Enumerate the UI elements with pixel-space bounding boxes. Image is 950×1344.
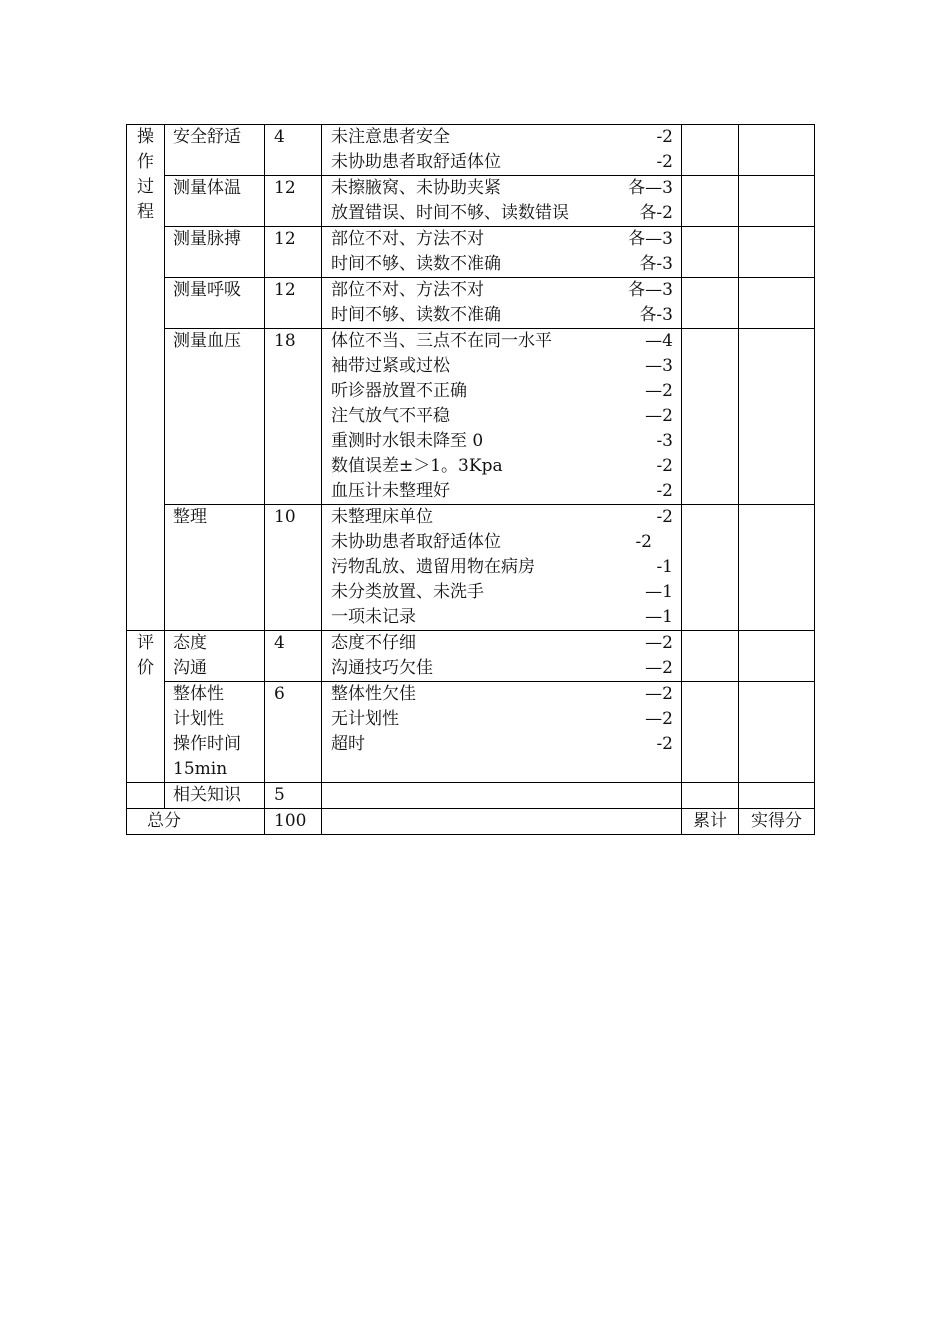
- criteria-line: [331, 404, 673, 429]
- criteria-line: [331, 176, 673, 201]
- item-cell: [165, 505, 265, 631]
- points-value: 18: [274, 331, 296, 351]
- item-label: 测量体温: [173, 178, 241, 198]
- points-value: 10: [274, 507, 296, 527]
- table-row: [127, 329, 815, 505]
- blank-cell-2: [739, 278, 815, 329]
- total-points-cell: [265, 809, 322, 835]
- deduction-value: 各-3: [639, 305, 673, 325]
- section-label-char: 作: [137, 152, 154, 172]
- deduction-value: —2: [645, 684, 673, 704]
- item-label: 测量呼吸: [173, 280, 241, 300]
- section-label-char: 程: [137, 202, 154, 222]
- total-points-value: 100: [274, 811, 307, 831]
- item-label: 测量脉搏: [173, 229, 241, 249]
- section-label-cell: [127, 631, 165, 783]
- item-label: 沟通: [173, 658, 207, 678]
- criteria-cell: [322, 809, 682, 835]
- points-cell: [265, 783, 322, 809]
- criteria-text: 部位不对、方法不对: [331, 229, 484, 249]
- blank-cell-2: [739, 505, 815, 631]
- criteria-text: 注气放气不平稳: [331, 406, 450, 426]
- criteria-line: [331, 252, 673, 277]
- criteria-text: 污物乱放、遗留用物在病房: [331, 557, 535, 577]
- criteria-line: [331, 631, 673, 656]
- criteria-line: [331, 125, 673, 150]
- deduction-value: -2: [656, 456, 673, 476]
- criteria-line: [331, 201, 673, 226]
- points-cell: [265, 176, 322, 227]
- item-cell: [165, 176, 265, 227]
- criteria-text: 放置错误、时间不够、读数错误: [331, 203, 569, 223]
- item-label: 相关知识: [173, 785, 241, 805]
- item-cell: [165, 783, 265, 809]
- blank-cell-1: [682, 682, 739, 783]
- points-cell: [265, 329, 322, 505]
- table-row: [127, 176, 815, 227]
- criteria-line: [331, 303, 673, 328]
- blank-cell-2: [739, 682, 815, 783]
- item-label: 整理: [173, 507, 207, 527]
- criteria-text: 未协助患者取舒适体位: [331, 532, 501, 552]
- deduction-value: -2: [635, 532, 652, 552]
- criteria-text: 袖带过紧或过松: [331, 356, 450, 376]
- deduction-value: 各-2: [639, 203, 673, 223]
- blank-cell-1: [682, 631, 739, 682]
- criteria-line: [331, 429, 673, 454]
- points-cell: [265, 682, 322, 783]
- deduction-value: 各—3: [628, 280, 673, 300]
- criteria-text: 时间不够、读数不准确: [331, 254, 501, 274]
- criteria-line: [331, 605, 673, 630]
- item-cell: [165, 682, 265, 783]
- criteria-text: 未擦腋窝、未协助夹紧: [331, 178, 501, 198]
- scoring-table: [126, 124, 815, 835]
- criteria-text: 未整理床单位: [331, 507, 433, 527]
- criteria-line: [331, 479, 673, 504]
- criteria-text: 重测时水银未降至 0: [331, 431, 484, 451]
- deduction-value: —2: [645, 633, 673, 653]
- points-cell: [265, 125, 322, 176]
- points-value: 4: [274, 127, 285, 147]
- criteria-text: 整体性欠佳: [331, 684, 416, 704]
- deduction-value: -2: [656, 481, 673, 501]
- criteria-line: [331, 656, 673, 681]
- item-label: 安全舒适: [173, 127, 241, 147]
- cumulative-label: 累计: [693, 811, 727, 831]
- criteria-text: 数值误差±＞1。3Kpa: [331, 456, 503, 476]
- section-label-char: 价: [137, 658, 154, 678]
- criteria-text: 无计划性: [331, 709, 399, 729]
- criteria-cell: [322, 505, 682, 631]
- criteria-text: 沟通技巧欠佳: [331, 658, 433, 678]
- deduction-value: 各—3: [628, 229, 673, 249]
- blank-cell-1: [682, 227, 739, 278]
- deduction-value: —1: [645, 582, 673, 602]
- criteria-cell: [322, 783, 682, 809]
- item-label: 操作时间: [173, 734, 241, 754]
- criteria-cell: [322, 125, 682, 176]
- deduction-value: -2: [656, 507, 673, 527]
- item-label: 测量血压: [173, 331, 241, 351]
- points-cell: [265, 631, 322, 682]
- deduction-value: —2: [645, 381, 673, 401]
- actual-score-cell: [739, 809, 815, 835]
- blank-cell-1: [682, 125, 739, 176]
- criteria-cell: [322, 329, 682, 505]
- item-label: 态度: [173, 633, 207, 653]
- criteria-text: 超时: [331, 734, 365, 754]
- blank-cell-1: [682, 329, 739, 505]
- criteria-text: 部位不对、方法不对: [331, 280, 484, 300]
- criteria-line: [331, 354, 673, 379]
- table-row: [127, 505, 815, 631]
- item-cell: [165, 227, 265, 278]
- section-label-cell: [127, 125, 165, 631]
- criteria-cell: [322, 176, 682, 227]
- criteria-text: 态度不仔细: [331, 633, 416, 653]
- criteria-line: [331, 454, 673, 479]
- deduction-value: -2: [656, 734, 673, 754]
- item-cell: [165, 278, 265, 329]
- blank-cell-2: [739, 176, 815, 227]
- deduction-value: -3: [656, 431, 673, 451]
- deduction-value: —2: [645, 658, 673, 678]
- item-label: 计划性: [173, 709, 224, 729]
- criteria-cell: [322, 278, 682, 329]
- points-value: 5: [274, 785, 285, 805]
- item-cell: [165, 631, 265, 682]
- criteria-line: [331, 555, 673, 580]
- criteria-text: 时间不够、读数不准确: [331, 305, 501, 325]
- points-cell: [265, 278, 322, 329]
- criteria-line: [331, 329, 673, 354]
- points-value: 6: [274, 684, 285, 704]
- criteria-line: [331, 379, 673, 404]
- deduction-value: 各—3: [628, 178, 673, 198]
- table-row: [127, 278, 815, 329]
- blank-cell-2: [739, 125, 815, 176]
- blank-cell-1: [682, 176, 739, 227]
- blank-cell-1: [682, 278, 739, 329]
- deduction-value: -1: [656, 557, 673, 577]
- deduction-value: —2: [645, 709, 673, 729]
- table-row: [127, 125, 815, 176]
- deduction-value: —3: [645, 356, 673, 376]
- table-row: [127, 783, 815, 809]
- criteria-text: 一项未记录: [331, 607, 416, 627]
- criteria-line: [331, 150, 673, 175]
- criteria-text: 听诊器放置不正确: [331, 381, 467, 401]
- points-value: 4: [274, 633, 285, 653]
- criteria-cell: [322, 631, 682, 682]
- deduction-value: 各-3: [639, 254, 673, 274]
- blank-cell-2: [739, 329, 815, 505]
- criteria-line: [331, 227, 673, 252]
- deduction-value: —4: [645, 331, 673, 351]
- table-row: [127, 631, 815, 682]
- criteria-line: [331, 505, 673, 530]
- deduction-value: —1: [645, 607, 673, 627]
- total-label: 总分: [147, 811, 181, 831]
- item-label: 15min: [173, 759, 228, 779]
- blank-cell-2: [739, 631, 815, 682]
- criteria-cell: [322, 682, 682, 783]
- table-row: [127, 682, 815, 783]
- criteria-text: 血压计未整理好: [331, 481, 450, 501]
- section-label-char: 评: [137, 633, 154, 653]
- blank-cell-1: [682, 505, 739, 631]
- item-cell: [165, 329, 265, 505]
- total-label-cell: [127, 809, 265, 835]
- points-value: 12: [274, 178, 296, 198]
- deduction-value: —2: [645, 406, 673, 426]
- points-cell: [265, 505, 322, 631]
- criteria-cell: [322, 227, 682, 278]
- blank-cell-2: [739, 227, 815, 278]
- scoring-table-body: [127, 125, 815, 835]
- criteria-line: [331, 580, 673, 605]
- criteria-text: 未协助患者取舒适体位: [331, 152, 501, 172]
- section-label-char: 操: [137, 127, 154, 147]
- cumulative-cell: [682, 809, 739, 835]
- section-label-char: 过: [137, 177, 154, 197]
- deduction-value: -2: [656, 152, 673, 172]
- deduction-value: -2: [656, 127, 673, 147]
- criteria-line: [331, 732, 673, 757]
- item-label: 整体性: [173, 684, 224, 704]
- criteria-text: 未注意患者安全: [331, 127, 450, 147]
- criteria-text: 体位不当、三点不在同一水平: [331, 331, 552, 351]
- criteria-line: [331, 530, 673, 555]
- points-value: 12: [274, 280, 296, 300]
- item-cell: [165, 125, 265, 176]
- points-value: 12: [274, 229, 296, 249]
- actual-score-label: 实得分: [751, 811, 802, 831]
- empty-section-cell: [127, 783, 165, 809]
- blank-cell-1: [682, 783, 739, 809]
- criteria-text: 未分类放置、未洗手: [331, 582, 484, 602]
- criteria-line: [331, 278, 673, 303]
- criteria-line: [331, 682, 673, 707]
- blank-cell-2: [739, 783, 815, 809]
- total-row: [127, 809, 815, 835]
- points-cell: [265, 227, 322, 278]
- table-row: [127, 227, 815, 278]
- criteria-line: [331, 707, 673, 732]
